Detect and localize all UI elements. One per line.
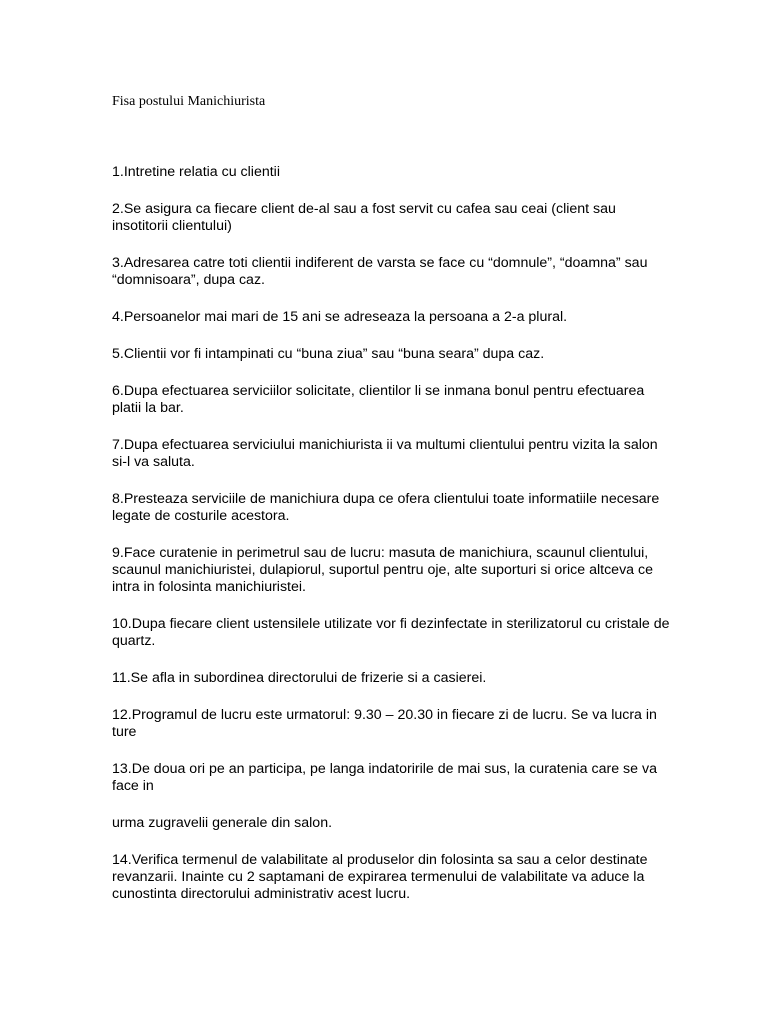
duty-item-12: 12.Programul de lucru este urmatorul: 9.30 – 20.30 in fiecare zi de lucru. Se va lucra in ture — [112, 707, 657, 740]
duty-item-8: 8.Presteaza serviciile de manichiura dupa ce ofera clientului toate informatiile necesare legate de costurile acestora. — [112, 491, 660, 524]
duties-list — [112, 164, 672, 923]
duty-item-14: 14.Verifica termenul de valabilitate al produselor din folosinta sa sau a celor destinate revanzarii. Inainte cu 2 saptamani de expirarea termenului de valabilitate va aduce la cunostinta directorului administrativ acest lucru. — [112, 852, 648, 902]
duty-item-3: 3.Adresarea catre toti clientii indiferent de varsta se face cu “domnule”, “doamna” sau “domnisoara”, dupa caz. — [112, 255, 648, 288]
document-title: Fisa postului Manichiurista — [112, 94, 266, 109]
duty-item-4: 4.Persoanelor mai mari de 15 ani se adreseaza la persoana a 2-a plural. — [112, 309, 568, 325]
duty-item-2: 2.Se asigura ca fiecare client de-al sau a fost servit cu cafea sau ceai (client sau insotitorii clientului) — [112, 201, 616, 234]
duty-item-10: 10.Dupa fiecare client ustensilele utilizate vor fi dezinfectate in sterilizatorul cu cristale de quartz. — [112, 616, 670, 649]
duty-item-13-continued: urma zugravelii generale din salon. — [112, 815, 333, 831]
duty-item-11: 11.Se afla in subordinea directorului de frizerie si a casierei. — [112, 670, 487, 686]
duty-item-13: 13.De doua ori pe an participa, pe langa indatoririle de mai sus, la curatenia care se va face in — [112, 761, 657, 794]
duty-item-1: 1.Intretine relatia cu clientii — [112, 164, 280, 180]
duty-item-9: 9.Face curatenie in perimetrul sau de lucru: masuta de manichiura, scaunul clientului, scaunul manichiuristei, dulapiorul, suportul pentru oje, alte suporturi si orice altceva ce intra in folosinta manichiuristei. — [112, 545, 653, 595]
duty-item-6: 6.Dupa efectuarea serviciilor solicitate, clientilor li se inmana bonul pentru efectuarea platii la bar. — [112, 383, 645, 416]
duty-item-7: 7.Dupa efectuarea serviciului manichiurista ii va multumi clientului pentru vizita la salon si-l va saluta. — [112, 437, 658, 470]
duty-item-5: 5.Clientii vor fi intampinati cu “buna ziua” sau “buna seara” dupa caz. — [112, 346, 545, 362]
